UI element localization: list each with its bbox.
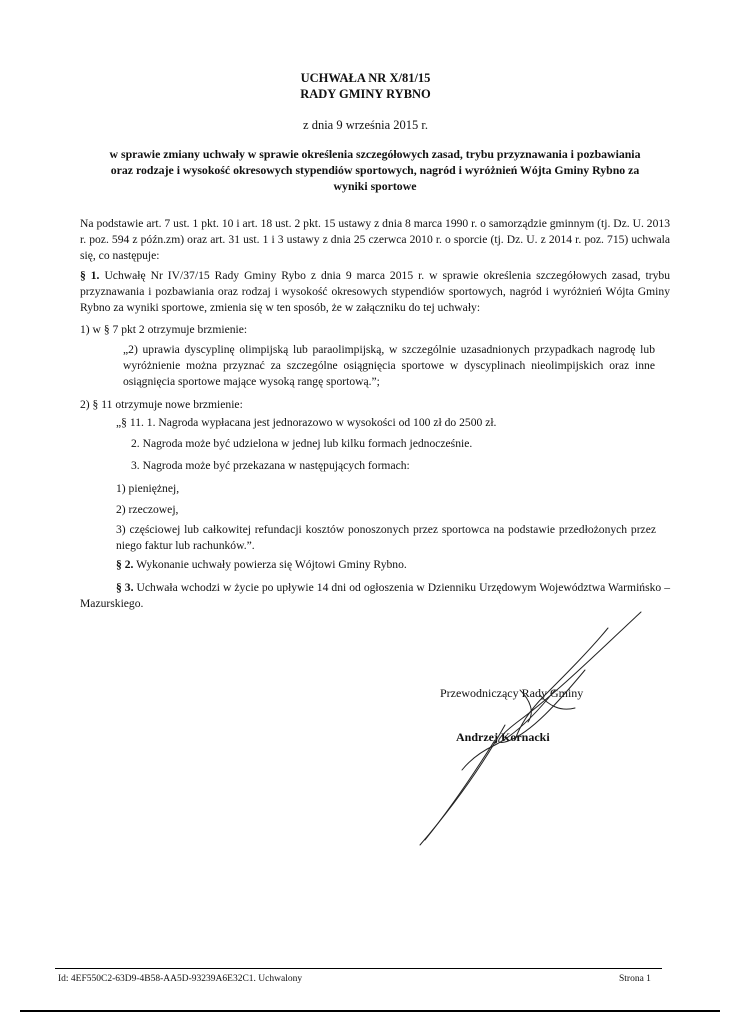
page-number: Strona 1 <box>619 974 651 984</box>
subject-line-3: wyniki sportowe <box>333 179 417 193</box>
paragraph-3-text: Uchwała wchodzi w życie po upływie 14 dni od ogłoszenia w Dzienniku Urzędowym Województwa Warmińsko – Mazurskiego. <box>80 581 670 610</box>
signature-name: Andrzej Kornacki <box>456 730 550 744</box>
paragraph-2-text: Wykonanie uchwały powierza się Wójtowi Gminy Rybno. <box>136 558 407 571</box>
item-2: 2) § 11 otrzymuje nowe brzmienie: <box>80 398 243 411</box>
footer-separator <box>55 968 662 969</box>
document-id: Id: 4EF550C2-63D9-4B58-AA5D-93239A6E32C1. Uchwalony <box>58 974 303 984</box>
form-2: 2) rzeczowej, <box>116 503 179 516</box>
subject-line-1: w sprawie zmiany uchwały w sprawie określenia szczegółowych zasad, trybu przyznawania i pozbawiania <box>109 147 641 161</box>
item-2-quote-1: „§ 11. 1. Nagroda wypłacana jest jednorazowo w wysokości od 100 zł do 2500 zł. <box>116 416 497 429</box>
paragraph-2-label: § 2. <box>116 558 134 571</box>
item-2-quote-3: 3. Nagroda może być przekazana w następujących formach: <box>131 459 410 472</box>
form-1: 1) pieniężnej, <box>116 482 180 495</box>
subject-line-2: oraz rodzaje i wysokość okresowych stypendiów sportowych, nagród i wyróżnień Wójta Gminy Rybno za <box>110 163 640 177</box>
item-2-quote-2: 2. Nagroda może być udzielona w jednej lub kilku formach jednocześnie. <box>131 437 473 450</box>
form-3: 3) częściowej lub całkowitej refundacji kosztów ponoszonych przez sportowca na podstawie przedłożonych przez niego faktur lub rachunków.”. <box>116 523 656 552</box>
bottom-edge-line <box>20 1010 720 1012</box>
paragraph-3-label: § 3. <box>116 581 134 594</box>
document-date: z dnia 9 września 2015 r. <box>303 118 428 132</box>
council-name: RADY GMINY RYBNO <box>300 87 431 101</box>
item-1-quote: „2) uprawia dyscyplinę olimpijską lub paraolimpijską, w szczególnie uzasadnionych przypadkach nagrodę lub wyróżnienie można przyznać za szczególne osiągnięcia sportowe w dyscyplinach nieolimpijskich oraz inne osiągnięcia sportowe mające wysoką rangę sportową.”; <box>123 343 655 388</box>
legal-basis-paragraph: Na podstawie art. 7 ust. 1 pkt. 10 i art. 18 ust. 2 pkt. 15 ustawy z dnia 8 marca 1990 r. o samorządzie gminnym (tj. Dz. U. 2013 r. poz. 594 z późn.zm) oraz art. 31 ust. 1 i 3 ustawy z dnia 25 czerwca 2010 r. o sporcie (tj. Dz. U. z 2014 r. poz. 715) uchwala się, co następuje: <box>80 217 670 262</box>
document-title: UCHWAŁA NR X/81/15 <box>300 71 431 85</box>
signature-role: Przewodniczący Rady Gminy <box>440 686 584 700</box>
paragraph-1-text: Uchwałę Nr IV/37/15 Rady Gminy Rybo z dnia 9 marca 2015 r. w sprawie określenia szczegółowych zasad, trybu przyznawania i pozbawiania oraz rodzaj i wysokość okresowych stypendiów sportowych, nagród i wyróżnień Wójta Gminy Rybno za wyniki sportowe, zmienia się w ten sposób, że w załączniku do tej uchwały: <box>80 269 670 314</box>
paragraph-1-label: § 1. <box>80 269 100 282</box>
item-1: 1) w § 7 pkt 2 otrzymuje brzmienie: <box>80 323 248 336</box>
